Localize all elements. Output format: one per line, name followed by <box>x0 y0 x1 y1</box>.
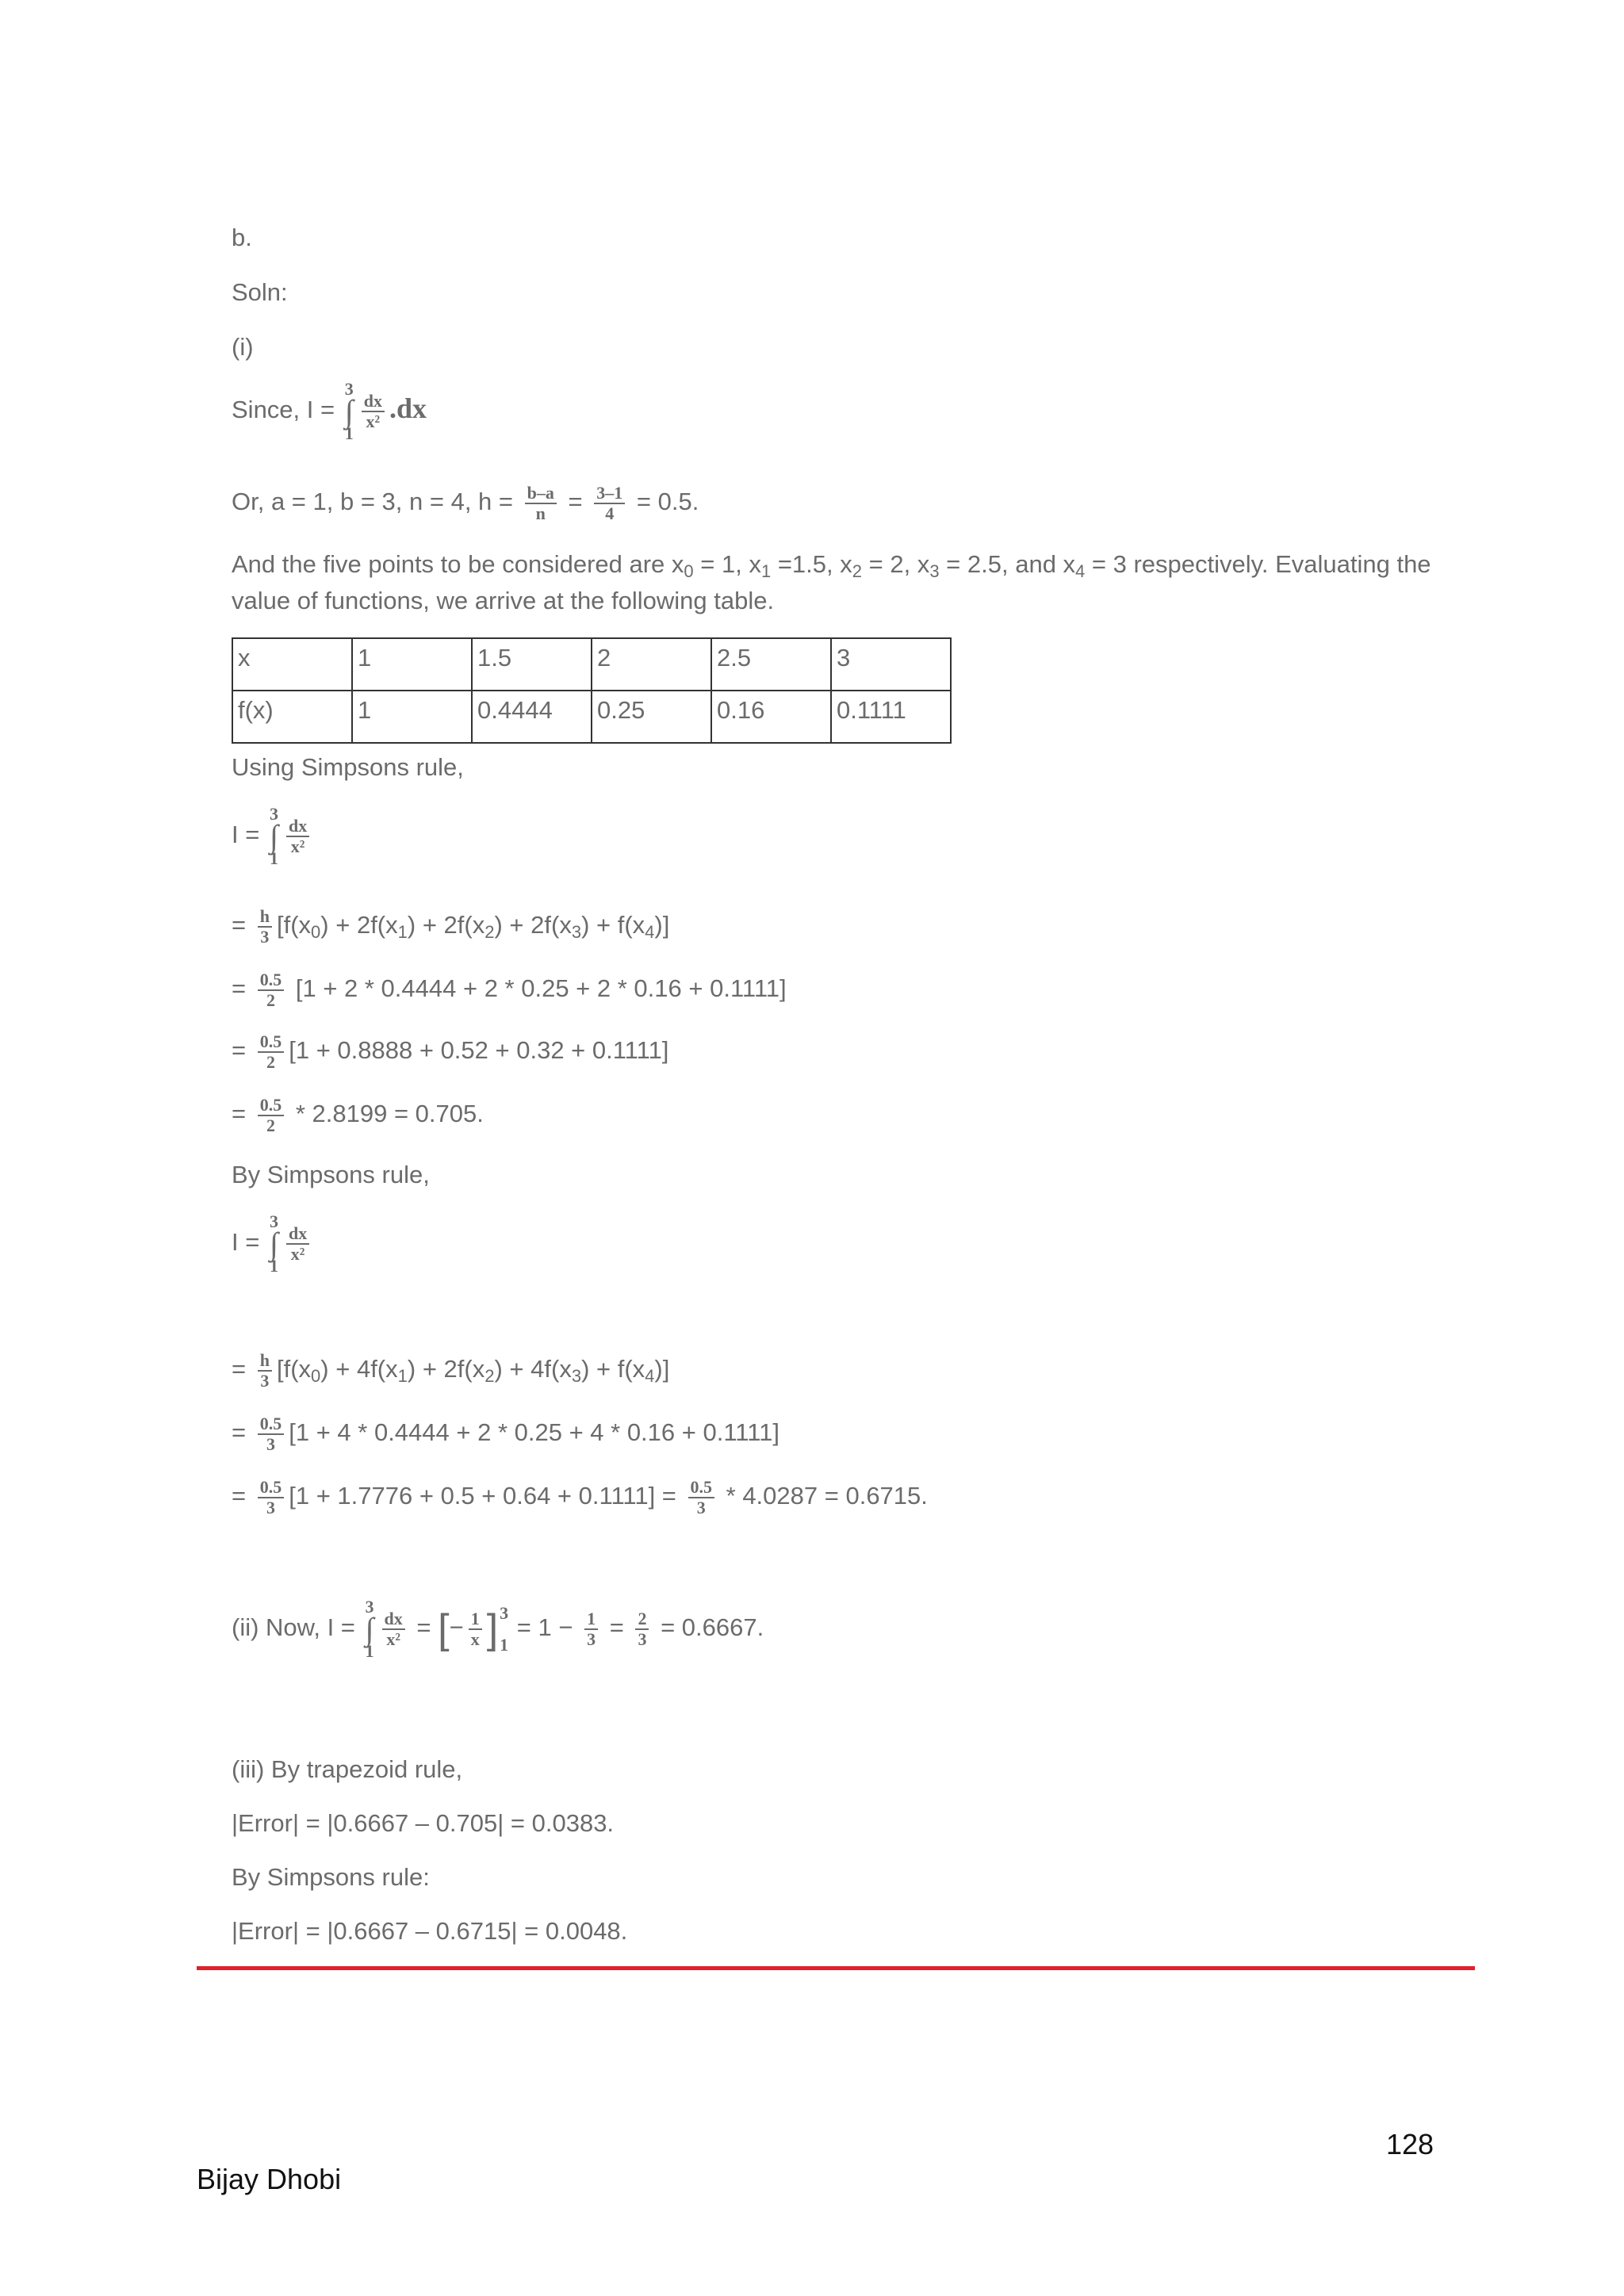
since-equation: Since, I = 3 ∫ 1 $\frac{dx}{\text{x²}}$ .dx <box>232 379 427 443</box>
points-line-1: And the five points to be considered are $x_0 = 1$, $x_1 =1.5$, $x_2 = 2$, $x_3 = 2.5$, and $x_4 = 3$ respectively. Evaluating the <box>232 550 1431 581</box>
simpson2-integral: I = 3 ∫ 1 $\frac{dx}{\text{x²}}$ <box>232 1213 314 1275</box>
simpson2-intro: By Simpsons rule, <box>232 1161 430 1188</box>
fraction: $\frac{dx}{\text{x²}}$ <box>286 817 309 856</box>
simpson1-integral: I = 3 ∫ 1 $\frac{dx}{\text{x²}}$ <box>232 806 314 867</box>
fraction: $\frac{h}{3}$ <box>258 1351 272 1391</box>
simpson2-step1: = $\frac{h}{3}$ $[f(x_0) + 4f(x_1) + 2f(x_2) + 4f(x_3) + f(x_4)]$ <box>232 1350 670 1391</box>
simpson1-intro: Using Simpsons rule, <box>232 753 464 781</box>
fraction: $\frac{dx}{\text{x²}}$ <box>362 392 385 431</box>
table-cell: 1.5 <box>472 638 592 691</box>
table-row <box>232 638 951 691</box>
table-cell: 0.25 <box>592 691 711 743</box>
table-cell: 0.16 <box>711 691 831 743</box>
fraction: $\frac{b-a}{n}$ <box>525 484 557 523</box>
soln-label: Soln: <box>232 278 288 306</box>
simpson2-step2: = $\frac{0.5}{3}$ [1 + 4 * 0.4444 + 2 * 0.25 + 4 * 0.16 + 0.1111] <box>232 1414 780 1454</box>
table-cell: 2 <box>592 638 711 691</box>
values-table <box>232 637 952 744</box>
fraction: $\frac{3-1}{4}$ <box>594 484 625 523</box>
integral-sign: 3 ∫ 1 <box>269 804 278 868</box>
fraction: $\frac{1}{3}$ <box>584 1609 598 1649</box>
fraction: $\frac{0.5}{2}$ <box>258 1032 285 1072</box>
part-iii-line-1: (iii) By trapezoid rule, <box>232 1755 463 1783</box>
table-cell: 2.5 <box>711 638 831 691</box>
params-line: Or, a = 1, b = 3, n = 4, h = $\frac{b-a}{n}$ = $\frac{3-1}{4}$ = 0.5. <box>232 483 699 523</box>
table-cell: f(x) <box>232 691 352 743</box>
simpson1-step4: = $\frac{0.5}{2}$ * 2.8199 = 0.705. <box>232 1095 484 1135</box>
part-ii-equation: (ii) Now, I = 3 ∫ 1 $\frac{dx}{\text{x²}}$ = [− $\frac{1}{x}$ ] 3 1 = 1 − $\frac{1}{3}$ = $\frac{2}{3}$ = 0.6667. <box>232 1597 764 1661</box>
footer-rule <box>197 1966 1475 1970</box>
fraction: $\frac{0.5}{3}$ <box>258 1414 285 1454</box>
fraction: $\frac{1}{x}$ <box>469 1609 482 1649</box>
bracket-limits: 3 1 <box>500 1603 509 1655</box>
fraction: $\frac{dx}{\text{x²}}$ <box>382 1609 405 1649</box>
part-i-label: (i) <box>232 333 254 361</box>
part-iii-line-2: |Error| = |0.6667 – 0.705| = 0.0383. <box>232 1809 615 1837</box>
author-name: Bijay Dhobi <box>197 2163 342 2195</box>
fraction: $\frac{2}{3}$ <box>635 1609 649 1649</box>
table-cell: x <box>232 638 352 691</box>
integral-sign: 3 ∫ 1 <box>269 1211 278 1276</box>
part-iii-line-4: |Error| = |0.6667 – 0.6715| = 0.0048. <box>232 1917 628 1945</box>
fraction: $\frac{0.5}{2}$ <box>258 970 285 1010</box>
table-cell: 0.4444 <box>472 691 592 743</box>
page-number: 128 <box>1386 2128 1434 2160</box>
part-iii-line-3: By Simpsons rule: <box>232 1863 430 1891</box>
fraction: $\frac{0.5}{3}$ <box>258 1478 285 1517</box>
simpson1-step2: = $\frac{0.5}{2}$ [1 + 2 * 0.4444 + 2 * 0.25 + 2 * 0.16 + 0.1111] <box>232 970 787 1010</box>
fraction: $\frac{0.5}{3}$ <box>688 1478 715 1517</box>
points-line-2: value of functions, we arrive at the following table. <box>232 587 775 614</box>
table-cell: 1 <box>352 691 472 743</box>
integral-sign: 3 ∫ 1 <box>344 379 354 443</box>
simpson1-step1: = $\frac{h}{3}$ $[f(x_0) + 2f(x_1) + 2f(x_2) + 2f(x_3) + f(x_4)]$ <box>232 906 670 947</box>
simpson2-step3: = $\frac{0.5}{3}$ [1 + 1.7776 + 0.5 + 0.64 + 0.1111] = $\frac{0.5}{3}$ * 4.0287 = 0.6715. <box>232 1477 928 1517</box>
table-row <box>232 691 951 743</box>
fraction: $\frac{dx}{\text{x²}}$ <box>286 1224 309 1264</box>
table-cell: 0.1111 <box>831 691 951 743</box>
table-cell: 3 <box>831 638 951 691</box>
integral-sign: 3 ∫ 1 <box>365 1597 374 1661</box>
part-label: b. <box>232 224 252 251</box>
fraction: $\frac{h}{3}$ <box>258 907 272 947</box>
simpson1-step3: = $\frac{0.5}{2}$ [1 + 0.8888 + 0.52 + 0.32 + 0.1111] <box>232 1031 669 1072</box>
fraction: $\frac{0.5}{2}$ <box>258 1096 285 1135</box>
table-cell: 1 <box>352 638 472 691</box>
